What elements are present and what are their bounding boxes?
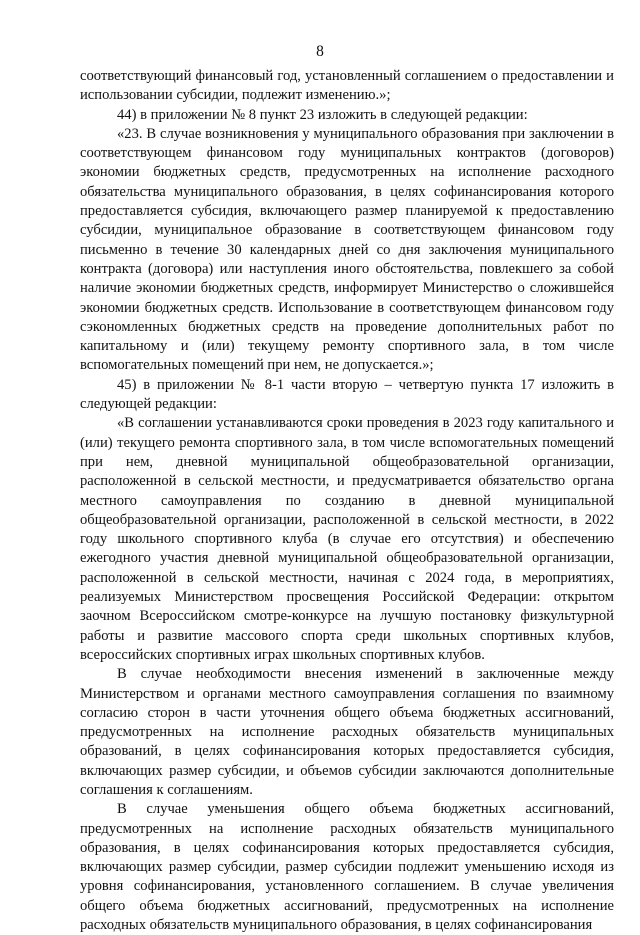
paragraph-item-45: 45) в приложении № 8-1 части вторую – четвертую пункта 17 изложить в следующей редакции: bbox=[80, 376, 614, 413]
paragraph-agreement-changes: В случае необходимости внесения изменений в заключенные между Министерством и органами местного самоуправления соглашения по взаимному согласию сторон в части уточнения общего объема бюджетных ассигнований, предусмотренных на исполнение расходных обязательств муниципальных образований, в целях софинансирования которых предоставляется субсидия, включающих размер субсидии, и объемов субсидии заключаются дополнительные соглашения к соглашениям. bbox=[80, 666, 614, 798]
paragraph-budget-reduction: В случае уменьшения общего объема бюджетных ассигнований, предусмотренных на исполнение расходных обязательств муниципального образования, в целях софинансирования которых предоставляется субсидия, включающих размер субсидии, размер субсидии подлежит уменьшению исходя из уровня софинансирования, установленного соглашением. В случае увеличения общего объема бюджетных ассигнований, предусмотренных на исполнение расходных обязательств муниципального образования, в целях софинансирования bbox=[80, 801, 614, 934]
document-body bbox=[80, 67, 614, 935]
page-number: 8 bbox=[316, 43, 324, 60]
paragraph-point-23: «23. В случае возникновения у муниципального образования при заключении в соответствующем финансовом году муниципальных контрактов (договоров) экономии бюджетных средств, предусмотренных на исполнение расходного обязательства муниципального образования, в целях софинансирования которого предоставляется субсидия, включающего размер планируемой к предоставлению субсидии, муниципальное образование в соответствующем финансовом году письменно в течение 30 календарных дней со дня заключения муниципального контракта (договора) или наступления иного обстоятельства, повлекшего за собой наличие экономии бюджетных средств, информирует Министерство о сложившейся экономии бюджетных средств. Использование в соответствующем финансовом году сэкономленных бюджетных средств на проведение дополнительных работ по капитальному и (или) текущему ремонту спортивного зала, в том числе вспомогательных помещений при нем, не допускается.»; bbox=[80, 125, 614, 374]
paragraph-item-44: 44) в приложении № 8 пункт 23 изложить в следующей редакции: bbox=[117, 106, 528, 123]
paragraph-continuation: соответствующий финансовый год, установленный соглашением о предоставлении и использовании субсидии, подлежит изменению.»; bbox=[80, 68, 614, 104]
paragraph-agreement-terms: «В соглашении устанавливаются сроки проведения в 2023 году капитального и (или) текущего ремонта спортивного зала, в том числе вспомогательных помещений при нем, дневной муниципальной общеобразовательной организации, расположенной в сельской местности, и предусматривается обязательство органа местного самоуправления по созданию в дневной муниципальной общеобразовательной организации, расположенной в сельской местности, в 2022 году школьного спортивного клуба (в случае его отсутствия) и обеспечению ежегодного участия дневной муниципальной общеобразовательной организации, расположенной в сельской местности, начиная с 2024 года, в мероприятиях, реализуемых Министерством просвещения Российской Федерации: открытом заочном Всероссийском смотре-конкурсе на лучшую постановку физкультурной работы и развитие массового спорта среди школьных спортивных клубов, всероссийских спортивных играх школьных спортивных клубов. bbox=[80, 415, 614, 663]
